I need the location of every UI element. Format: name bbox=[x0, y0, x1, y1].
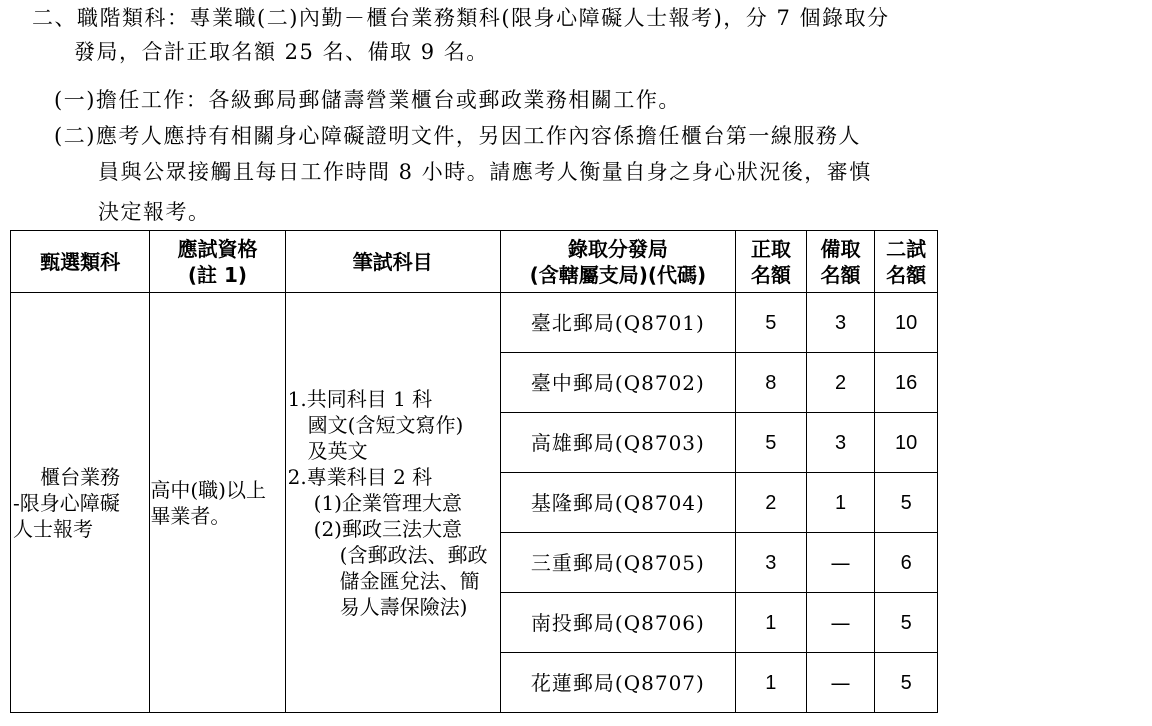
second-exam-quota: 5 bbox=[875, 593, 938, 653]
office-cell: 花蓮郵局(Q8707) bbox=[500, 653, 735, 713]
reserve-quota: — bbox=[806, 593, 875, 653]
second-exam-quota: 5 bbox=[875, 473, 938, 533]
requirement-item-line2: 員與公眾接觸且每日工作時間 8 小時。請應考人衡量自身之身心狀況後，審慎 bbox=[98, 160, 872, 184]
exam-line: 2.專業科目 2 科 bbox=[287, 464, 433, 489]
reserve-quota: 2 bbox=[806, 353, 875, 413]
table-header-row bbox=[11, 231, 938, 293]
exam-line: 易人壽保險法) bbox=[339, 594, 468, 619]
quota-table bbox=[10, 230, 938, 713]
header-regular-line1: 正取 bbox=[750, 236, 791, 261]
regular-quota: 1 bbox=[736, 593, 807, 653]
header-office-line1: 錄取分發局 bbox=[567, 236, 668, 261]
category-line: 櫃台業務 bbox=[40, 464, 121, 489]
header-reserve bbox=[806, 231, 875, 293]
regular-quota: 3 bbox=[736, 533, 807, 593]
requirement-item-line1: (二)應考人應持有相關身心障礙證明文件，另因工作內容係擔任櫃台第一線服務人 bbox=[54, 124, 861, 148]
exam-line: (1)企業管理大意 bbox=[313, 490, 462, 515]
header-exam: 筆試科目 bbox=[285, 231, 500, 293]
header-second-line2: 名額 bbox=[886, 262, 927, 287]
section-heading: 二、職階類科：專業職(二)內勤－櫃台業務類科(限身心障礙人士報考)，分 7 個錄取分 bbox=[32, 6, 890, 30]
reserve-quota: — bbox=[806, 533, 875, 593]
header-reserve-line1: 備取 bbox=[820, 236, 861, 261]
second-exam-quota: 10 bbox=[875, 413, 938, 473]
header-second bbox=[875, 231, 938, 293]
category-line: 人士報考 bbox=[13, 516, 93, 541]
office-cell: 臺北郵局(Q8701) bbox=[500, 293, 735, 353]
regular-quota: 5 bbox=[736, 293, 807, 353]
header-regular bbox=[736, 231, 807, 293]
category-line: -限身心障礙 bbox=[13, 490, 120, 515]
exam-line: (2)郵政三法大意 bbox=[313, 516, 462, 541]
header-qualification-line2: (註 1) bbox=[187, 262, 248, 287]
regular-quota: 2 bbox=[736, 473, 807, 533]
category-cell bbox=[11, 293, 150, 713]
reserve-quota: 1 bbox=[806, 473, 875, 533]
qualification-line: 畢業者。 bbox=[150, 503, 231, 528]
second-exam-quota: 5 bbox=[875, 653, 938, 713]
header-category: 甄選類科 bbox=[11, 231, 150, 293]
header-office bbox=[500, 231, 735, 293]
reserve-quota: 3 bbox=[806, 293, 875, 353]
table-row bbox=[11, 293, 938, 353]
section-heading-continued: 發局，合計正取名額 25 名、備取 9 名。 bbox=[74, 40, 489, 64]
header-qualification bbox=[150, 231, 285, 293]
exam-line: 及英文 bbox=[307, 438, 368, 463]
regular-quota: 5 bbox=[736, 413, 807, 473]
exam-subjects-cell bbox=[285, 293, 500, 713]
second-exam-quota: 10 bbox=[875, 293, 938, 353]
requirement-item-line3: 決定報考。 bbox=[98, 200, 211, 224]
qualification-line: 高中(職)以上 bbox=[150, 477, 266, 502]
second-exam-quota: 16 bbox=[875, 353, 938, 413]
office-cell: 臺中郵局(Q8702) bbox=[500, 353, 735, 413]
header-qualification-line1: 應試資格 bbox=[177, 236, 258, 261]
regular-quota: 8 bbox=[736, 353, 807, 413]
header-reserve-line2: 名額 bbox=[820, 262, 861, 287]
header-regular-line2: 名額 bbox=[750, 262, 791, 287]
regular-quota: 1 bbox=[736, 653, 807, 713]
header-second-line1: 二試 bbox=[886, 236, 927, 261]
second-exam-quota: 6 bbox=[875, 533, 938, 593]
reserve-quota: — bbox=[806, 653, 875, 713]
office-cell: 南投郵局(Q8706) bbox=[500, 593, 735, 653]
qualification-cell bbox=[150, 293, 285, 713]
exam-line: 1.共同科目 1 科 bbox=[287, 386, 433, 411]
job-duty-item: (一)擔任工作：各級郵局郵儲壽營業櫃台或郵政業務相關工作。 bbox=[54, 88, 681, 112]
reserve-quota: 3 bbox=[806, 413, 875, 473]
header-office-line2: (含轄屬支局)(代碼) bbox=[529, 262, 707, 287]
exam-line: 國文(含短文寫作) bbox=[307, 412, 464, 437]
office-cell: 高雄郵局(Q8703) bbox=[500, 413, 735, 473]
exam-line: 儲金匯兌法、簡 bbox=[339, 568, 480, 593]
exam-line: (含郵政法、郵政 bbox=[339, 542, 488, 567]
office-cell: 三重郵局(Q8705) bbox=[500, 533, 735, 593]
office-cell: 基隆郵局(Q8704) bbox=[500, 473, 735, 533]
